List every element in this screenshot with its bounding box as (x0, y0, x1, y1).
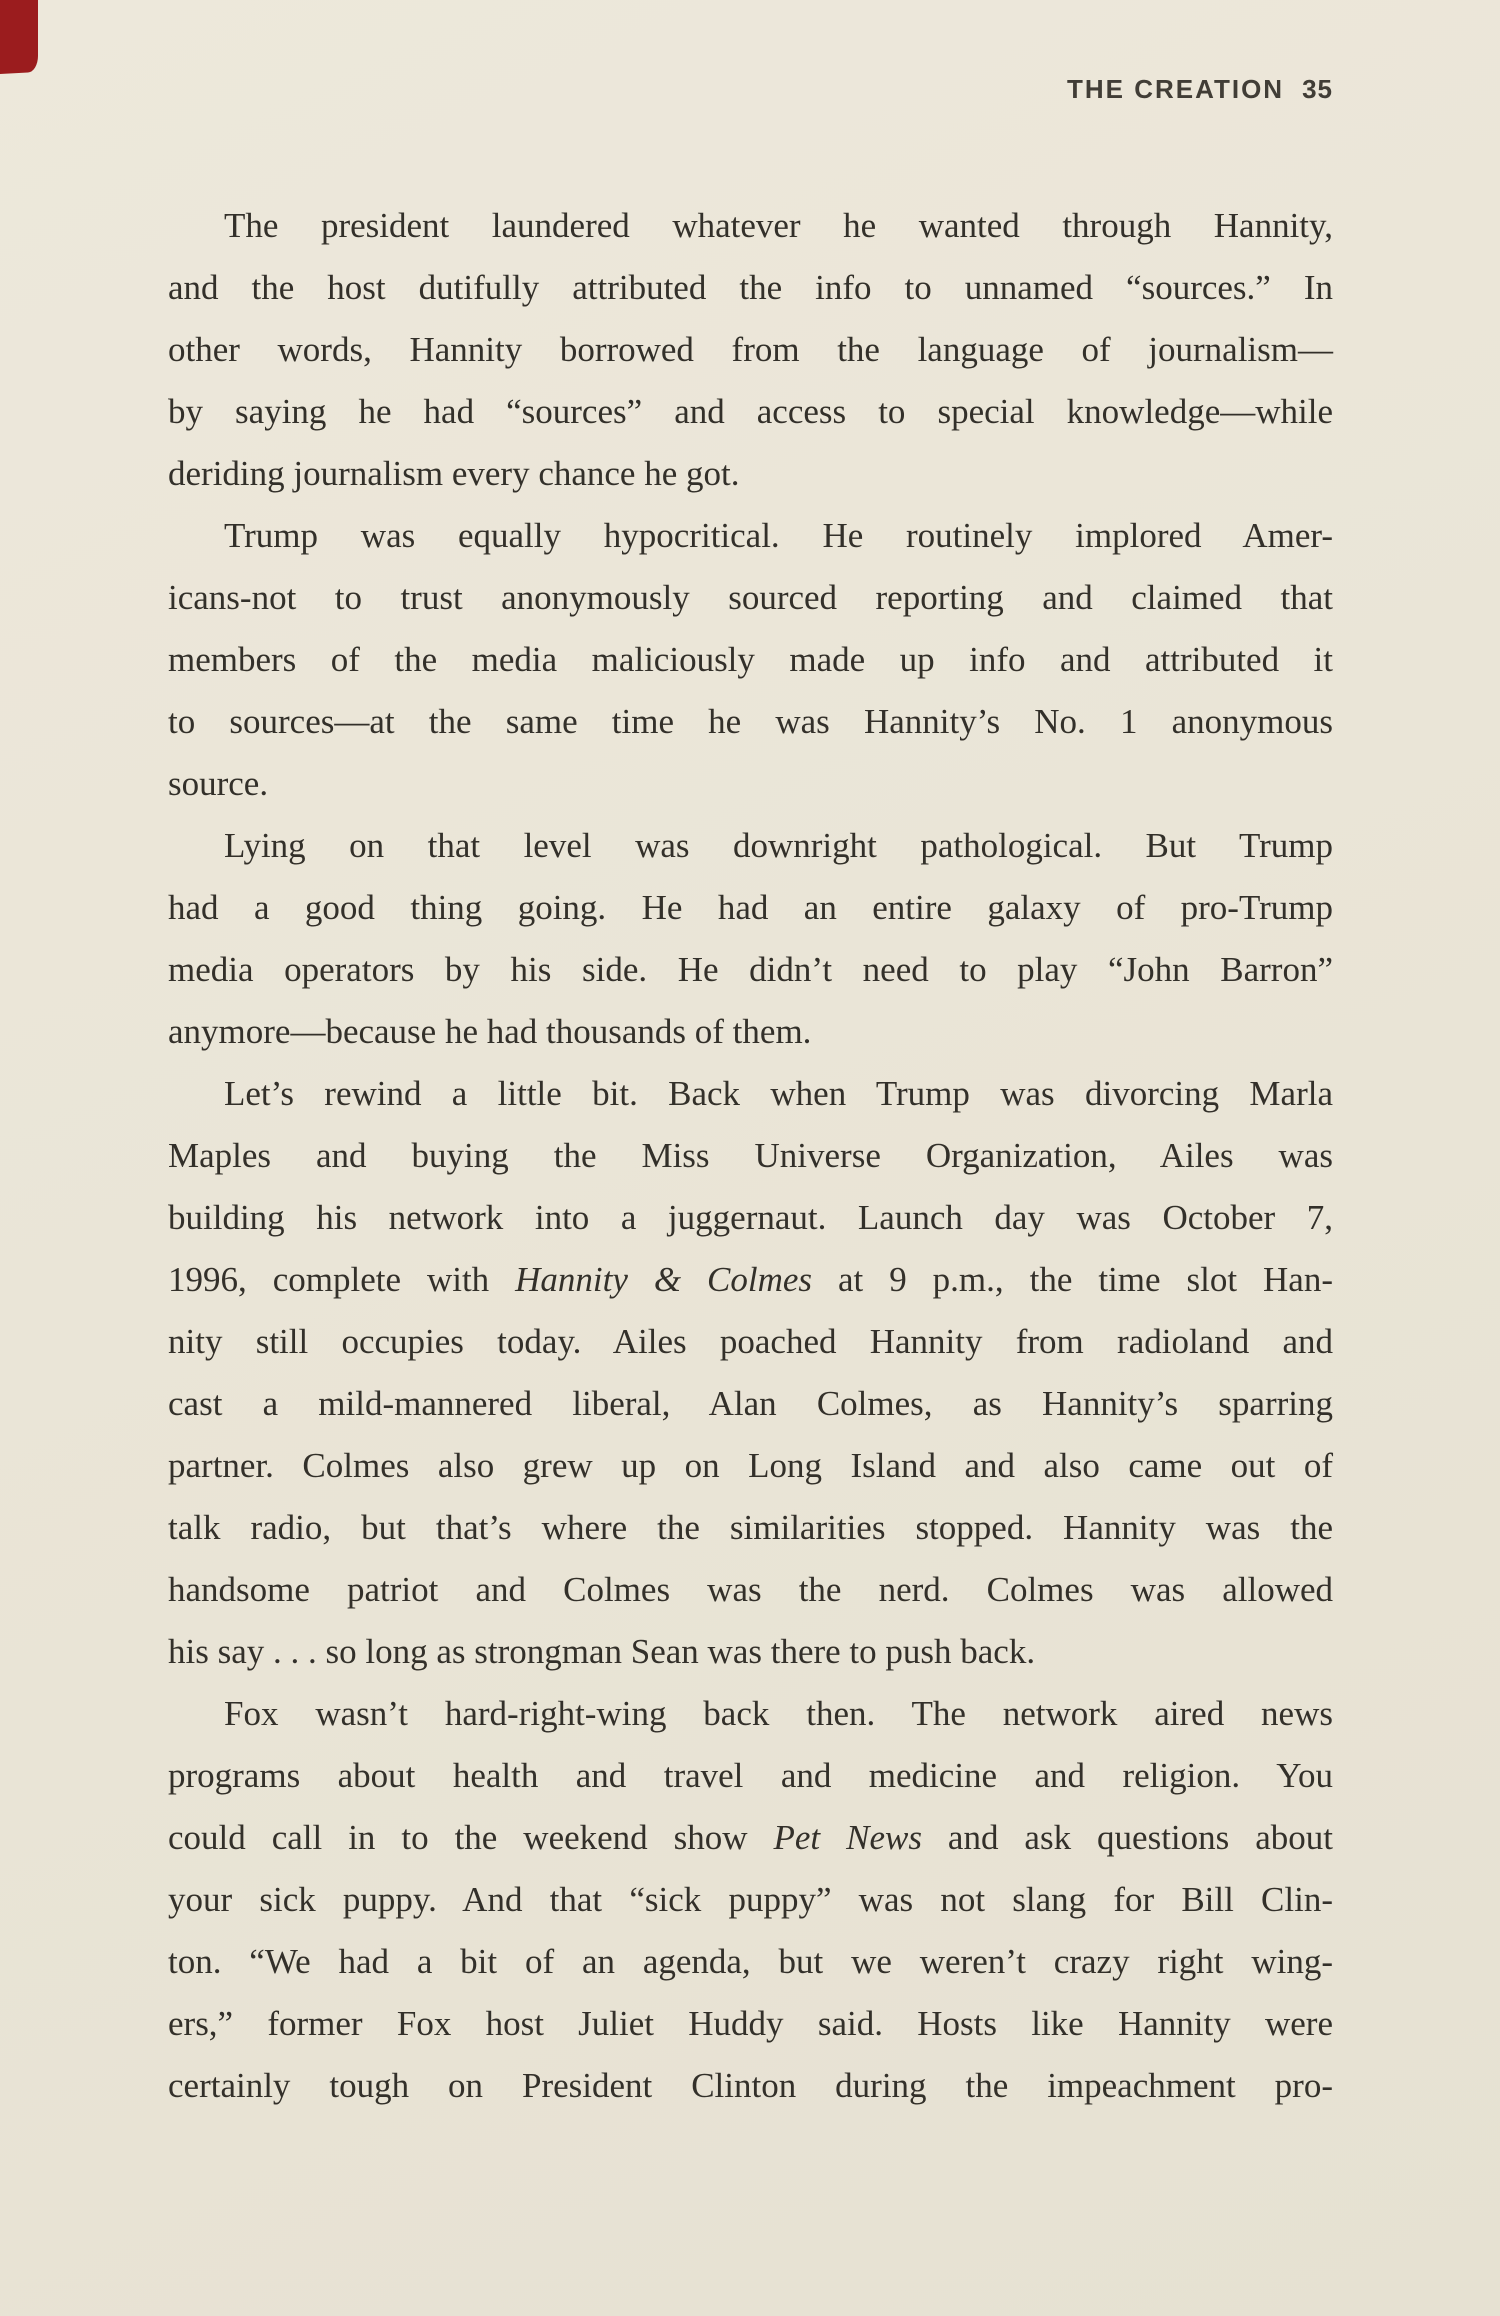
text-line: other words, Hannity borrowed from the language of journalism— (168, 330, 1333, 369)
text-line: talk radio, but that’s where the similarities stopped. Hannity was the (168, 1508, 1333, 1547)
text-line: his say . . . so long as strongman Sean was there to push back. (168, 1632, 1036, 1671)
text-line: The president laundered whatever he wanted through Hannity, (224, 206, 1333, 245)
body-text (168, 195, 1333, 2117)
scan-artifact-corner (0, 0, 38, 74)
text-line: ton. “We had a bit of an agenda, but we weren’t crazy right wing- (168, 1942, 1333, 1981)
text-line: your sick puppy. And that “sick puppy” was not slang for Bill Clin- (168, 1880, 1333, 1919)
text-line: icans-not to trust anonymously sourced reporting and claimed that (168, 578, 1333, 617)
text-line: handsome patriot and Colmes was the nerd. Colmes was allowed (168, 1570, 1333, 1609)
text-line: and the host dutifully attributed the info to unnamed “sources.” In (168, 268, 1333, 307)
text-line: building his network into a juggernaut. Launch day was October 7, (168, 1198, 1333, 1237)
paragraph (168, 195, 1333, 505)
text-line: programs about health and travel and medicine and religion. You (168, 1756, 1333, 1795)
text-line: nity still occupies today. Ailes poached Hannity from radioland and (168, 1322, 1333, 1361)
text-line: anymore—because he had thousands of them. (168, 1012, 812, 1051)
paragraph (168, 1063, 1333, 1683)
text-line: Maples and buying the Miss Universe Organization, Ailes was (168, 1136, 1333, 1175)
paragraph (168, 505, 1333, 815)
text-line: Lying on that level was downright pathological. But Trump (224, 826, 1333, 865)
text-line: Let’s rewind a little bit. Back when Trump was divorcing Marla (224, 1074, 1333, 1113)
running-title: THE CREATION (1067, 74, 1285, 104)
text-line: deriding journalism every chance he got. (168, 454, 740, 493)
text-line: cast a mild-mannered liberal, Alan Colmes, as Hannity’s sparring (168, 1384, 1333, 1423)
text-line: certainly tough on President Clinton during the impeachment pro- (168, 2066, 1333, 2105)
text-line: media operators by his side. He didn’t need to play “John Barron” (168, 950, 1333, 989)
page-number: 35 (1302, 74, 1333, 104)
text-line: had a good thing going. He had an entire galaxy of pro-Trump (168, 888, 1333, 927)
text-line: to sources—at the same time he was Hannity’s No. 1 anonymous (168, 702, 1333, 741)
text-line: Fox wasn’t hard-right-wing back then. The network aired news (224, 1694, 1333, 1733)
paragraph (168, 815, 1333, 1063)
text-line: 1996, complete with Hannity & Colmes at 9 p.m., the time slot Han- (168, 1260, 1333, 1299)
text-line: source. (168, 764, 269, 803)
text-line: could call in to the weekend show Pet News and ask questions about (168, 1818, 1333, 1857)
text-line: members of the media maliciously made up info and attributed it (168, 640, 1333, 679)
text-line: Trump was equally hypocritical. He routinely implored Amer- (224, 516, 1333, 555)
text-line: partner. Colmes also grew up on Long Island and also came out of (168, 1446, 1333, 1485)
running-header (168, 74, 1333, 105)
paragraph (168, 1683, 1333, 2117)
text-line: by saying he had “sources” and access to special knowledge—while (168, 392, 1333, 431)
text-line: ers,” former Fox host Juliet Huddy said. Hosts like Hannity were (168, 2004, 1333, 2043)
